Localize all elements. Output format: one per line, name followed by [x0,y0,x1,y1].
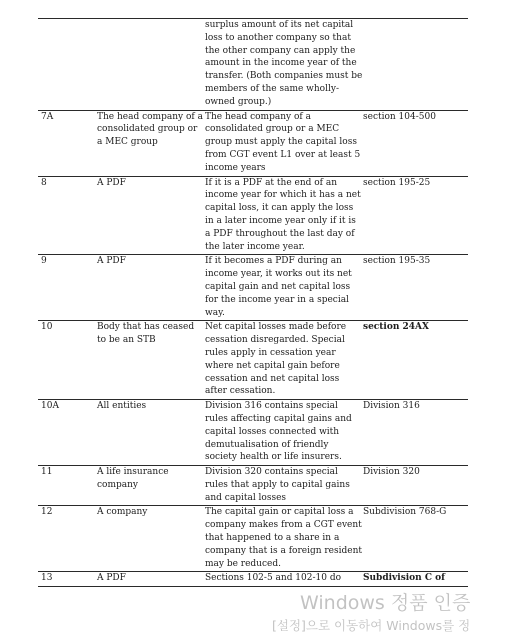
table-row [38,400,468,466]
table-row [38,19,468,111]
table-row [38,110,468,176]
entity-cell: The head company of a consolidated group or a MEC group [97,110,205,176]
reference-cell: Subdivision 768-G [363,506,468,572]
description-cell: Division 320 contains special rules that apply to capital gains and capital losses [205,466,363,506]
item-cell: 10A [38,400,97,466]
cgt-rules-table [38,18,468,587]
entity-cell: Body that has ceased to be an STB [97,321,205,400]
item-cell [38,19,97,111]
item-cell: 8 [38,176,97,255]
reference-cell: Subdivision C of [363,572,468,587]
entity-cell: All entities [97,400,205,466]
item-cell: 7A [38,110,97,176]
description-cell: The head company of a consolidated group or a MEC group must apply the capital loss from CGT event L1 over at least 5 income years [205,110,363,176]
entity-cell: A life insurance company [97,466,205,506]
item-cell: 13 [38,572,97,587]
table-row [38,466,468,506]
document-page [38,18,468,587]
entity-cell: A PDF [97,176,205,255]
reference-cell [363,19,468,111]
entity-cell [97,19,205,111]
windows-activation-watermark: Windows 정품 인증 [300,592,471,614]
description-cell: surplus amount of its net capital loss to another company so that the other company can apply the amount in the income year of the transfer. (Both companies must be members of the same wholly-owned group.) [205,19,363,111]
description-cell: If it is a PDF at the end of an income year for which it has a net capital loss, it can apply the loss in a later income year only if it is a PDF throughout the last day of the later income year. [205,176,363,255]
table-row [38,506,468,572]
entity-cell: A PDF [97,255,205,321]
description-cell: Sections 102-5 and 102-10 do [205,572,363,587]
entity-cell: A PDF [97,572,205,587]
reference-cell: Division 320 [363,466,468,506]
table-row [38,321,468,400]
table-row [38,572,468,587]
windows-activation-hint: [설정]으로 이동하여 Windows를 정 [272,618,471,633]
item-cell: 9 [38,255,97,321]
table-row [38,176,468,255]
description-cell: If it becomes a PDF during an income year, it works out its net capital gain and net capital loss for the income year in a special way. [205,255,363,321]
entity-cell: A company [97,506,205,572]
item-cell: 12 [38,506,97,572]
reference-cell: section 104-500 [363,110,468,176]
reference-cell: section 195-25 [363,176,468,255]
reference-link: section 24AX [363,321,468,400]
reference-cell: section 195-35 [363,255,468,321]
description-cell: The capital gain or capital loss a company makes from a CGT event that happened to a share in a company that is a foreign resident may be reduced. [205,506,363,572]
description-cell: Net capital losses made before cessation disregarded. Special rules apply in cessation year where net capital gain before cessation and net capital loss after cessation. [205,321,363,400]
table-row [38,255,468,321]
item-cell: 11 [38,466,97,506]
reference-cell: Division 316 [363,400,468,466]
description-cell: Division 316 contains special rules affecting capital gains and capital losses connected with demutualisation of friendly society health or life insurers. [205,400,363,466]
item-cell: 10 [38,321,97,400]
